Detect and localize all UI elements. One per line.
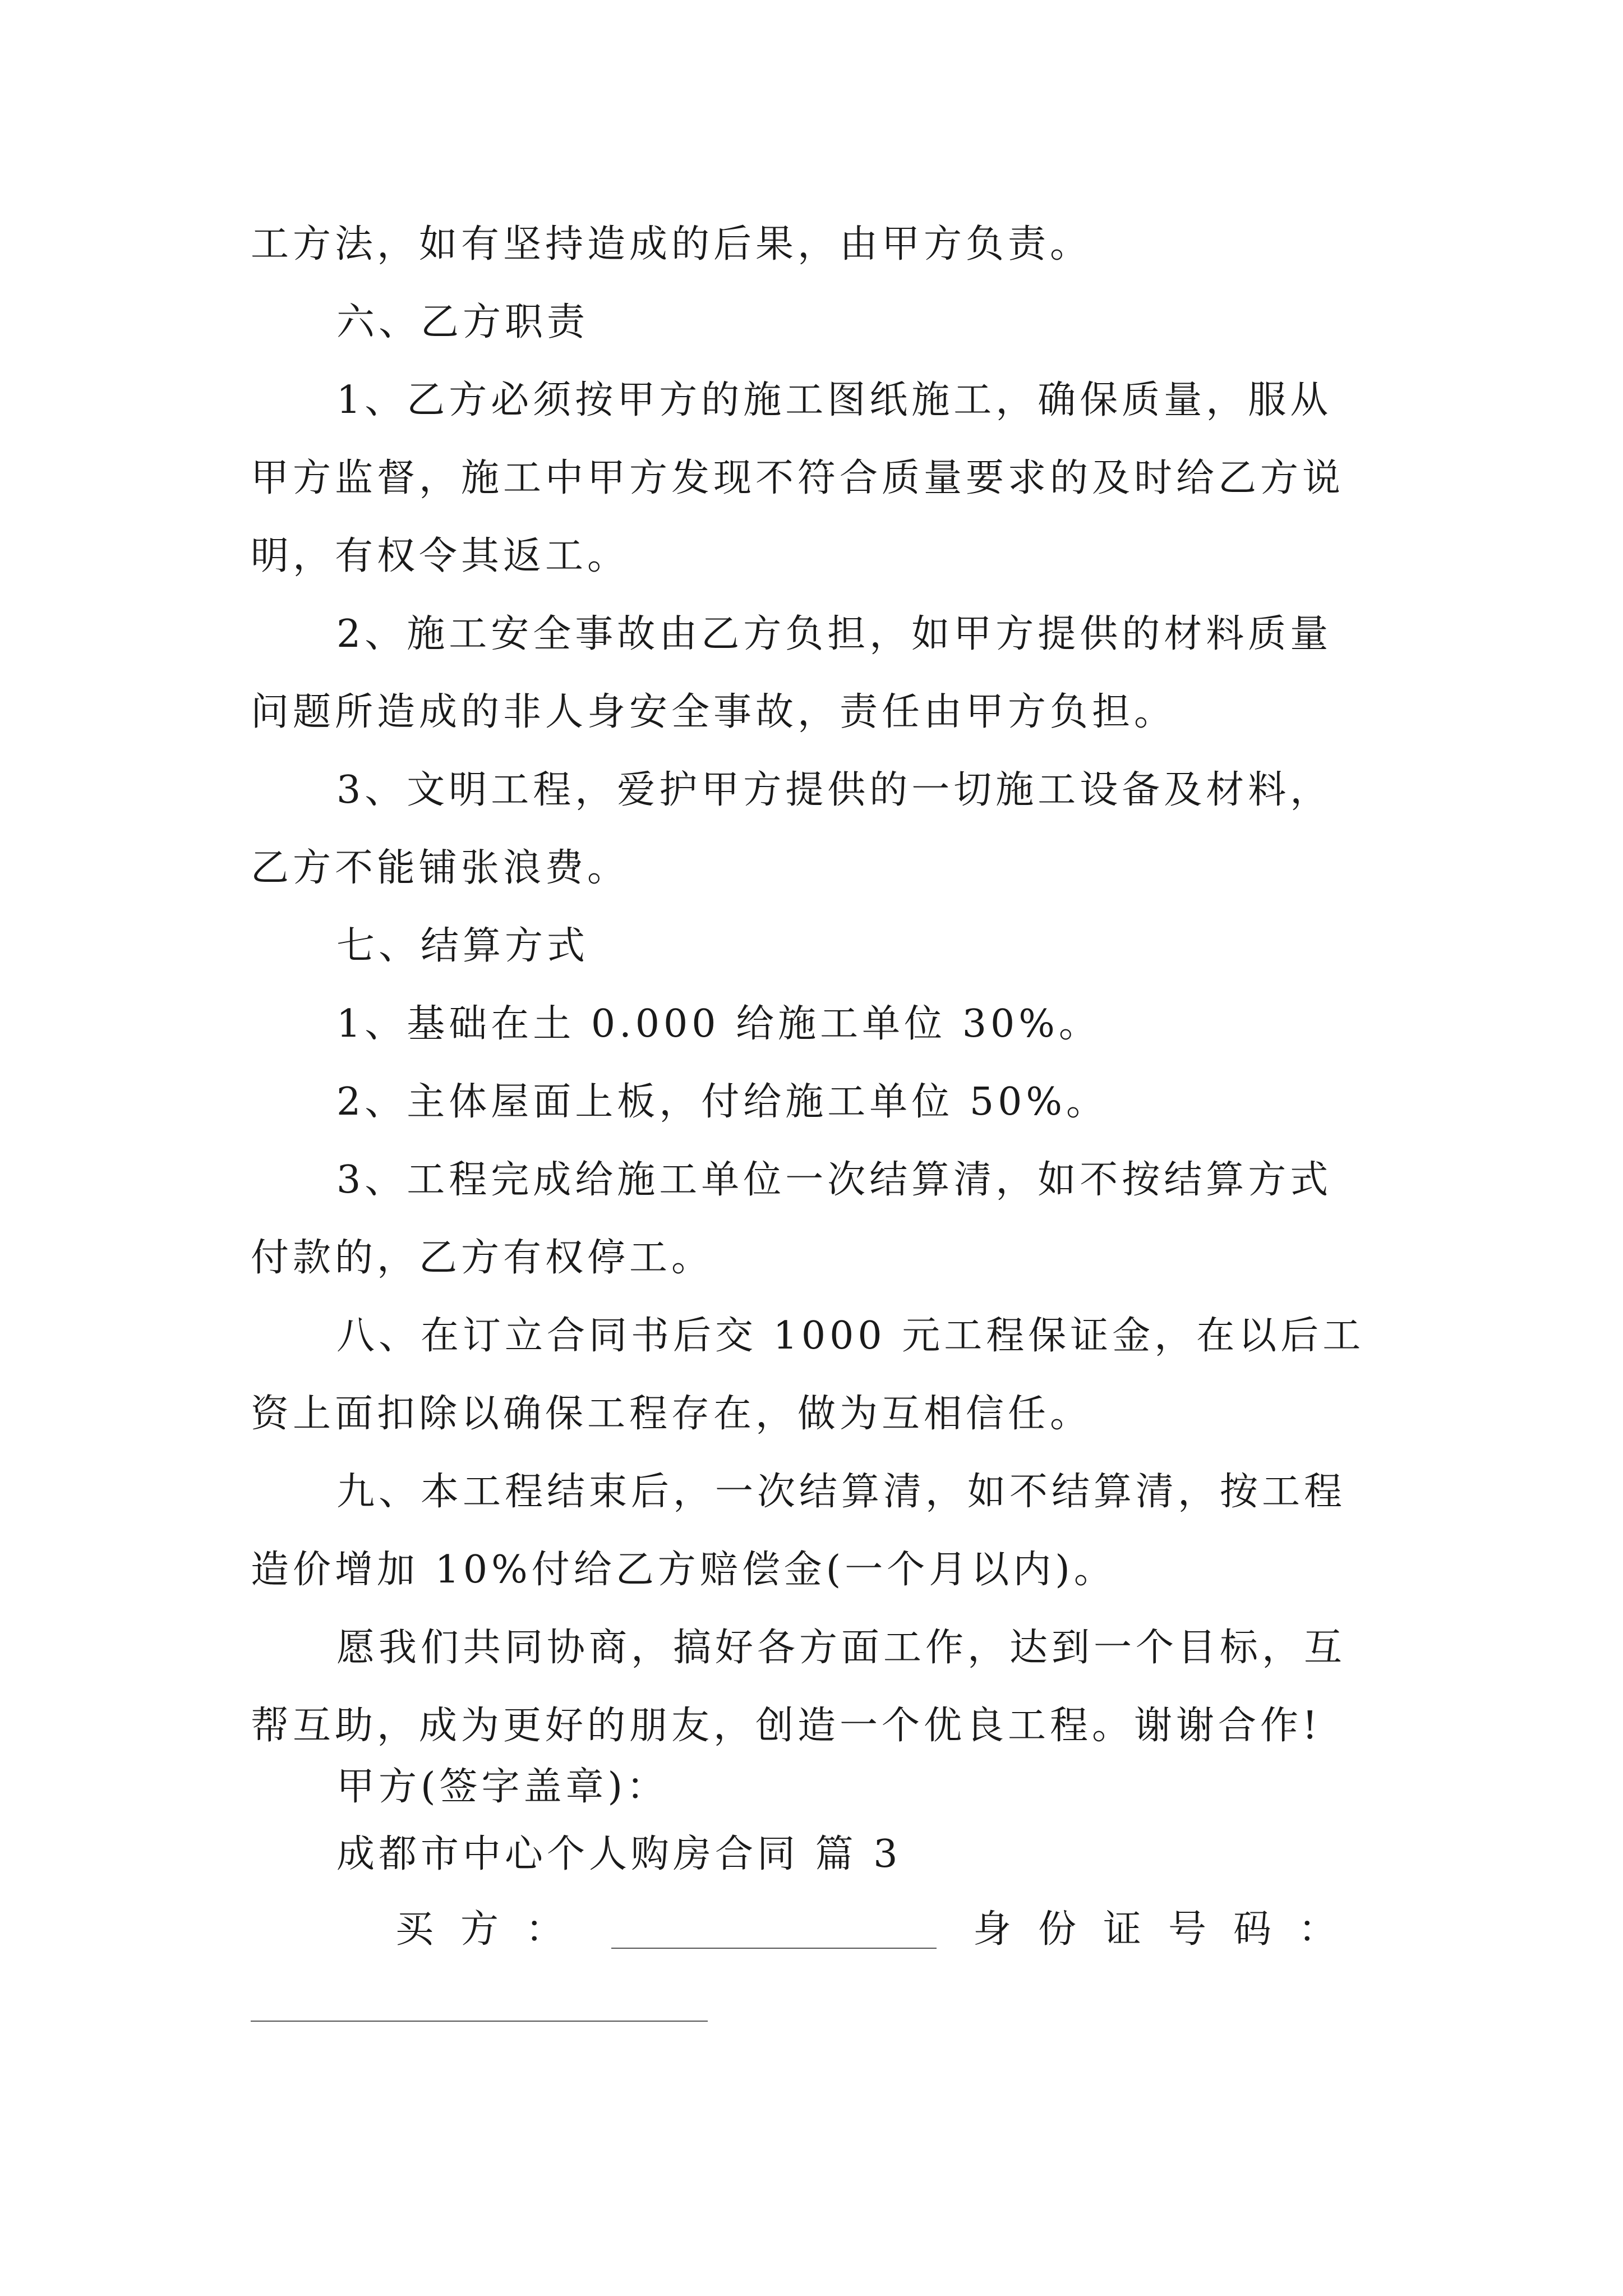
paragraph-line: 造价增加 10%付给乙方赔偿金(一个月以内)。 [251,1548,1116,1592]
paragraph-line: 九、本工程结束后，一次结算清，如不结算清，按工程 [336,1470,1347,1514]
paragraph-line: 问题所造成的非人身安全事故，责任由甲方负担。 [251,690,1177,734]
paragraph-line: 1、乙方必须按甲方的施工图纸施工，确保质量，服从 [336,378,1332,422]
paragraph-line: 资上面扣除以确保工程存在，做为互相信任。 [251,1392,1092,1436]
section-heading-7: 七、结算方式 [336,924,589,968]
paragraph-line: 甲方监督，施工中甲方发现不符合质量要求的及时给乙方说 [251,456,1345,500]
signature-line-party-a: 甲方(签字盖章)： [336,1765,669,1809]
paragraph-line: 付款的，乙方有权停工。 [251,1236,714,1280]
paragraph-line: 3、文明工程，爱护甲方提供的一切施工设备及材料， [336,768,1332,812]
section-heading-6: 六、乙方职责 [336,300,589,344]
paragraph-line: 乙方不能铺张浪费。 [251,846,630,890]
paragraph-line: 明，有权令其返工。 [251,534,630,578]
id-number-label: 身份证号码： [973,1907,1364,1952]
buyer-info-line [0,1902,1623,1958]
buyer-label: 买方： [395,1907,591,1952]
paragraph-line: 3、工程完成给施工单位一次结算清，如不按结算方式 [336,1158,1332,1202]
paragraph-line: 愿我们共同协商，搞好各方面工作，达到一个目标，互 [336,1626,1347,1670]
paragraph-line: 2、主体屋面上板，付给施工单位 50%。 [336,1080,1109,1124]
paragraph-line: 八、在订立合同书后交 1000 元工程保证金，在以后工 [336,1314,1365,1358]
paragraph-line: 帮互助，成为更好的朋友，创造一个优良工程。谢谢合作! [251,1704,1322,1748]
buyer-blank [611,1948,937,1949]
paragraph-line: 2、施工安全事故由乙方负担，如甲方提供的材料质量 [336,612,1332,656]
id-number-blank [251,2021,708,2022]
contract-title: 成都市中心个人购房合同 篇 3 [336,1832,902,1876]
paragraph-line: 工方法，如有坚持造成的后果，由甲方负责。 [251,222,1092,266]
paragraph-line: 1、基础在土 0.000 给施工单位 30%。 [336,1002,1101,1046]
